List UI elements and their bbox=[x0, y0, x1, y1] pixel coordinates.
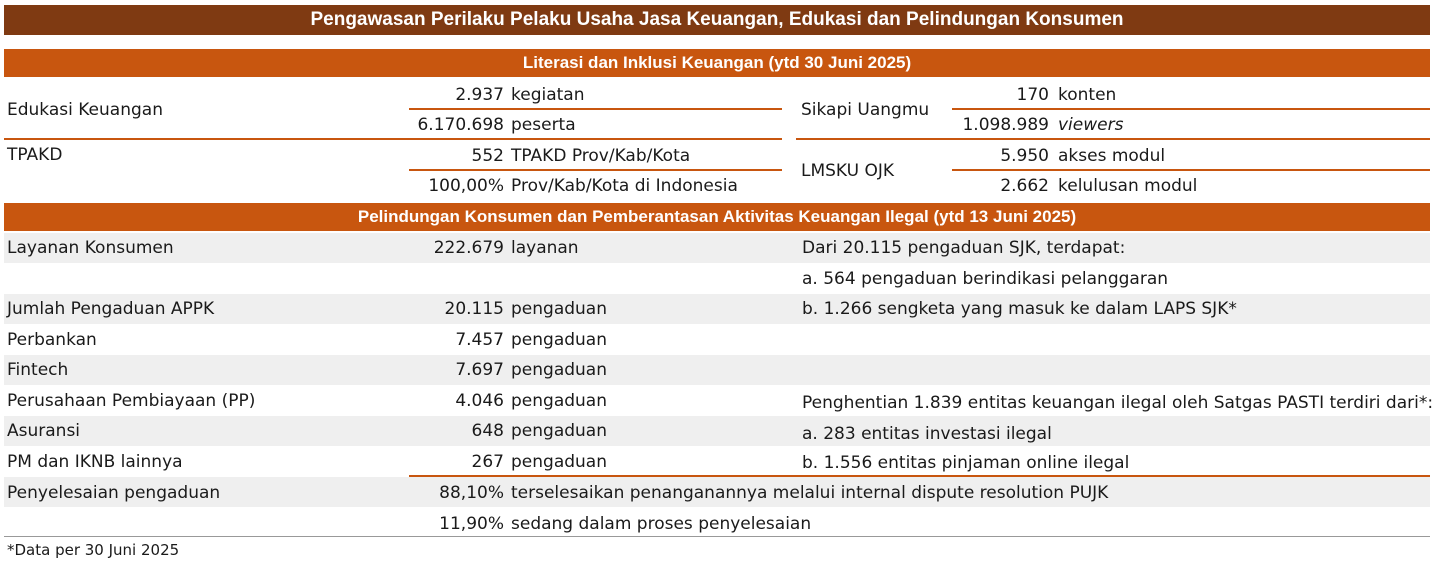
divider bbox=[4, 138, 782, 140]
pasti-item-a: a. 283 entitas investasi ilegal bbox=[802, 424, 1052, 444]
label-asuransi: Asuransi bbox=[7, 421, 81, 441]
label-perbankan: Perbankan bbox=[7, 330, 97, 350]
main-title: Pengawasan Perilaku Pelaku Usaha Jasa Keuangan, Edukasi dan Pelindungan Konsumen bbox=[4, 5, 1430, 35]
row-band bbox=[4, 416, 1430, 446]
value-layanan-konsumen: 222.679 bbox=[433, 238, 504, 258]
value-jumlah-pengaduan: 20.115 bbox=[444, 299, 504, 319]
unit-asuransi: pengaduan bbox=[511, 421, 607, 441]
value-edukasi-peserta: 6.170.698 bbox=[417, 115, 504, 135]
unit-edukasi-kegiatan: kegiatan bbox=[511, 85, 585, 105]
label-tpakd: TPAKD bbox=[7, 145, 63, 165]
sjk-item-b: b. 1.266 sengketa yang masuk ke dalam LAPS SJK* bbox=[802, 299, 1237, 319]
divider bbox=[952, 169, 1430, 171]
value-asuransi: 648 bbox=[471, 421, 504, 441]
pasti-intro: Penghentian 1.839 entitas keuangan ilegal oleh Satgas PASTI terdiri dari*: bbox=[802, 393, 1434, 413]
value-penyelesaian-proses: 11,90% bbox=[439, 514, 504, 534]
label-jumlah-pengaduan: Jumlah Pengaduan APPK bbox=[7, 299, 215, 319]
divider bbox=[409, 108, 782, 110]
unit-jumlah-pengaduan: pengaduan bbox=[511, 299, 607, 319]
value-penyelesaian-selesai: 88,10% bbox=[439, 483, 504, 503]
value-sikapi-konten: 170 bbox=[1016, 85, 1049, 105]
unit-tpakd: TPAKD Prov/Kab/Kota bbox=[511, 146, 691, 166]
divider bbox=[796, 138, 1430, 140]
pasti-item-b: b. 1.556 entitas pinjaman online ilegal bbox=[802, 453, 1130, 473]
value-tpakd: 552 bbox=[471, 146, 504, 166]
unit-perbankan: pengaduan bbox=[511, 330, 607, 350]
unit-pm-iknb: pengaduan bbox=[511, 452, 607, 472]
unit-perusahaan-pembiayaan: pengaduan bbox=[511, 391, 607, 411]
unit-lmsku-kelulusan: kelulusan modul bbox=[1058, 176, 1198, 196]
divider bbox=[952, 108, 1430, 110]
label-lmsku-ojk: LMSKU OJK bbox=[801, 161, 895, 181]
value-sikapi-viewers: 1.098.989 bbox=[962, 115, 1049, 135]
unit-lmsku-akses: akses modul bbox=[1058, 146, 1166, 166]
row-band bbox=[4, 233, 1430, 263]
value-tpakd-persen: 100,00% bbox=[428, 176, 504, 196]
unit-penyelesaian-selesai: terselesaikan penanganannya melalui internal dispute resolution PUJK bbox=[511, 483, 1109, 503]
value-edukasi-kegiatan: 2.937 bbox=[455, 85, 504, 105]
unit-penyelesaian-proses: sedang dalam proses penyelesaian bbox=[511, 514, 812, 534]
unit-edukasi-peserta: peserta bbox=[511, 115, 576, 135]
footnote: *Data per 30 Juni 2025 bbox=[7, 541, 180, 559]
section-header-literasi: Literasi dan Inklusi Keuangan (ytd 30 Juni 2025) bbox=[4, 49, 1430, 77]
divider bbox=[409, 475, 1430, 477]
divider bbox=[409, 169, 782, 171]
label-layanan-konsumen: Layanan Konsumen bbox=[7, 238, 174, 258]
label-pm-iknb: PM dan IKNB lainnya bbox=[7, 452, 183, 472]
unit-sikapi-konten: konten bbox=[1058, 85, 1117, 105]
sjk-intro: Dari 20.115 pengaduan SJK, terdapat: bbox=[802, 238, 1126, 258]
value-lmsku-kelulusan: 2.662 bbox=[1000, 176, 1049, 196]
unit-fintech: pengaduan bbox=[511, 360, 607, 380]
label-edukasi-keuangan: Edukasi Keuangan bbox=[7, 100, 163, 120]
label-sikapi-uangmu: Sikapi Uangmu bbox=[801, 100, 930, 120]
sjk-item-a: a. 564 pengaduan berindikasi pelanggaran bbox=[802, 269, 1169, 289]
value-perusahaan-pembiayaan: 4.046 bbox=[455, 391, 504, 411]
section-header-pelindungan: Pelindungan Konsumen dan Pemberantasan Aktivitas Keuangan Ilegal (ytd 13 Juni 2025) bbox=[4, 203, 1430, 231]
label-penyelesaian-pengaduan: Penyelesaian pengaduan bbox=[7, 483, 221, 503]
label-perusahaan-pembiayaan: Perusahaan Pembiayaan (PP) bbox=[7, 391, 256, 411]
unit-tpakd-persen: Prov/Kab/Kota di Indonesia bbox=[511, 176, 738, 196]
row-band bbox=[4, 355, 1430, 385]
value-pm-iknb: 267 bbox=[471, 452, 504, 472]
value-lmsku-akses: 5.950 bbox=[1000, 146, 1049, 166]
unit-sikapi-viewers: viewers bbox=[1058, 115, 1124, 135]
label-fintech: Fintech bbox=[7, 360, 69, 380]
unit-layanan-konsumen: layanan bbox=[511, 238, 579, 258]
value-fintech: 7.697 bbox=[455, 360, 504, 380]
bottom-divider bbox=[4, 536, 1430, 537]
value-perbankan: 7.457 bbox=[455, 330, 504, 350]
